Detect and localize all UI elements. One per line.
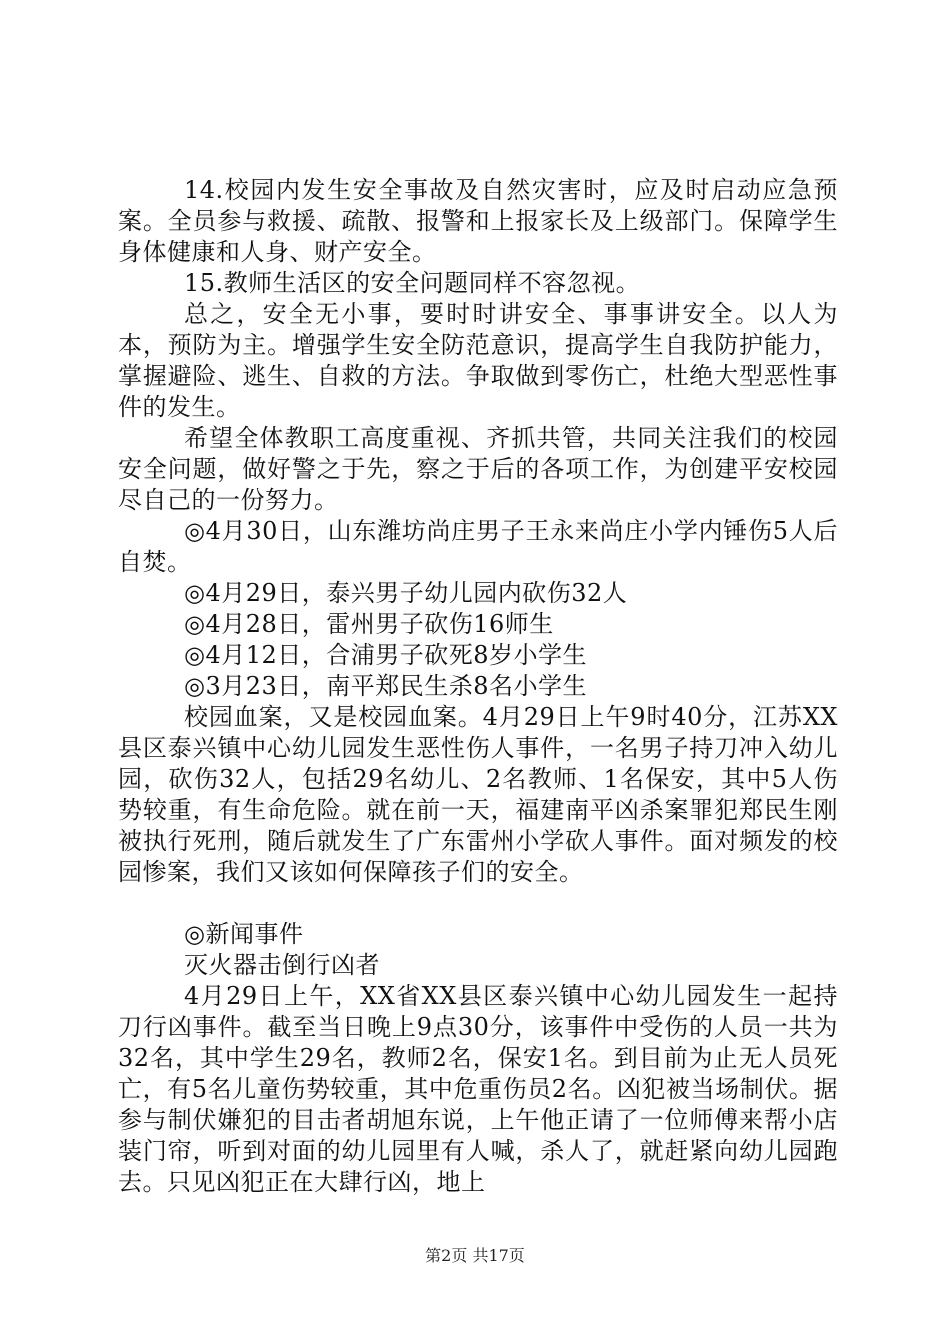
paragraph-spacer bbox=[118, 888, 838, 919]
document-body bbox=[118, 175, 838, 1198]
paragraph-item-14: 14.校园内发生安全事故及自然灾害时，应及时启动应急预案。全员参与救援、疏散、报警和上报家长及上级部门。保障学生身体健康和人身、财产安全。 bbox=[118, 176, 838, 266]
paragraph-item-15: 15.教师生活区的安全问题同样不容忽视。 bbox=[184, 269, 641, 297]
paragraph-summary: 总之，安全无小事，要时时讲安全、事事讲安全。以人为本，预防为主。增强学生安全防范意识，提高学生自我防护能力，掌握避险、逃生、自救的方法。争取做到零伤亡，杜绝大型恶性事件的发生。 bbox=[118, 300, 838, 421]
event-list-item: ◎4月29日，泰兴男子幼儿园内砍伤32人 bbox=[184, 579, 628, 607]
paragraph-hope: 希望全体教职工高度重视、齐抓共管，共同关注我们的校园安全问题，做好警之于先，察之于后的各项工作，为创建平安校园尽自己的一份努力。 bbox=[118, 424, 838, 514]
event-list-item: ◎4月12日，合浦男子砍死8岁小学生 bbox=[184, 641, 588, 669]
event-list-item: ◎4月30日，山东潍坊尚庄男子王永来尚庄小学内锤伤5人后自焚。 bbox=[118, 517, 838, 576]
event-list-item: ◎4月28日，雷州男子砍伤16师生 bbox=[184, 610, 554, 638]
event-list-item: ◎3月23日，南平郑民生杀8名小学生 bbox=[184, 672, 588, 700]
section-subheading: 灭火器击倒行凶者 bbox=[184, 951, 380, 979]
page-footer: 第2页 共17页 bbox=[425, 1246, 525, 1265]
paragraph-campus-case: 校园血案，又是校园血案。4月29日上午9时40分，江苏XX县区泰兴镇中心幼儿园发生恶性伤人事件，一名男子持刀冲入幼儿园，砍伤32人，包括29名幼儿、2名教师、1名保安，其中5人伤势较重，有生命危险。就在前一天，福建南平凶杀案罪犯郑民生刚被执行死刑，随后就发生了广东雷州小学砍人事件。面对频发的校园惨案，我们又该如何保障孩子们的安全。 bbox=[118, 703, 838, 886]
section-heading-news: ◎新闻事件 bbox=[184, 920, 304, 948]
paragraph-news-body: 4月29日上午，XX省XX县区泰兴镇中心幼儿园发生一起持刀行凶事件。截至当日晚上9点30分，该事件中受伤的人员一共为32名，其中学生29名，教师2名，保安1名。到目前为止无人员死亡，有5名儿童伤势较重，其中危重伤员2名。凶犯被当场制伏。据参与制伏嫌犯的目击者胡旭东说，上午他正请了一位师傅来帮小店装门帘，听到对面的幼儿园里有人喊，杀人了，就赶紧向幼儿园跑去。只见凶犯正在大肆行凶，地上 bbox=[118, 982, 838, 1196]
